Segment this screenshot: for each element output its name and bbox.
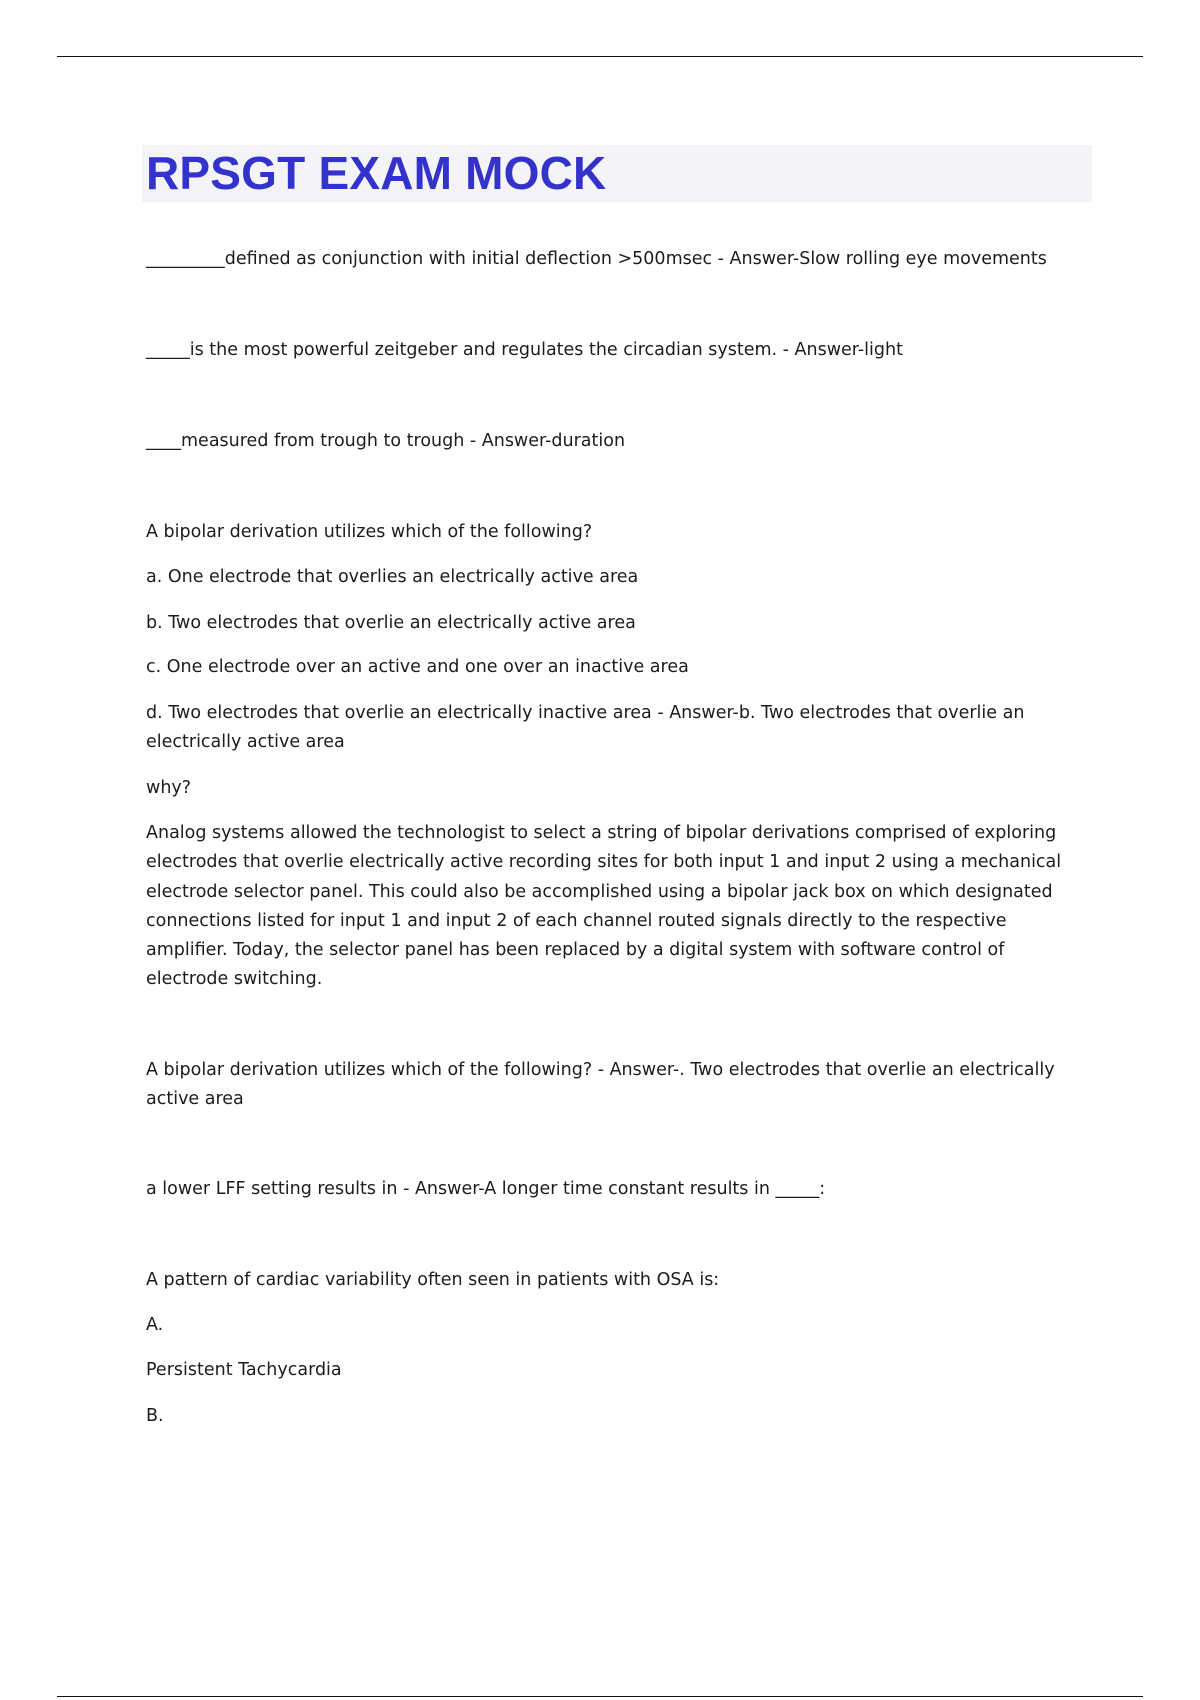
header-rule [57,56,1143,57]
document-title: RPSGT EXAM MOCK [146,147,607,199]
question-lower-lff: a lower LFF setting results in - Answer-A longer time constant results in _____: [146,1179,826,1199]
question-bipolar-derivation-answer: A bipolar derivation utilizes which of the following? - Answer-. Two electrodes that overlie an electrically active area [146,1060,1055,1110]
question-cardiac-variability: A pattern of cardiac variability often seen in patients with OSA is: [146,1270,720,1290]
footer-rule [57,1696,1143,1697]
option-a-label: A. [146,1315,164,1335]
option-a-persistent-tachycardia: Persistent Tachycardia [146,1360,342,1380]
option-a: a. One electrode that overlies an electrically active area [146,567,639,587]
option-c: c. One electrode over an active and one over an inactive area [146,657,689,677]
option-d-with-answer: d. Two electrodes that overlie an electrically inactive area - Answer-b. Two electrodes that overlie an electrically active area [146,703,1025,753]
question-bipolar-derivation: A bipolar derivation utilizes which of the following? [146,522,593,542]
why-label: why? [146,778,192,798]
explanation-paragraph: Analog systems allowed the technologist to select a string of bipolar derivations comprised of exploring electrodes that overlie electrically active recording sites for both input 1 and input 2 using a mechanical electrode selector panel. This could also be accomplished using a bipolar jack box on which designated connections listed for input 1 and input 2 of each channel routed signals directly to the respective amplifier. Today, the selector panel has been replaced by a digital system with software control of electrode switching. [146,823,1062,990]
question-duration: ____measured from trough to trough - Answer-duration [146,431,626,451]
question-slow-rolling-eye-movements: _________defined as conjunction with initial deflection >500msec - Answer-Slow rolling eye movements [146,249,1047,269]
question-zeitgeber: _____is the most powerful zeitgeber and regulates the circadian system. - Answer-light [146,340,903,360]
option-b: b. Two electrodes that overlie an electrically active area [146,613,636,633]
option-b-label: B. [146,1406,164,1426]
